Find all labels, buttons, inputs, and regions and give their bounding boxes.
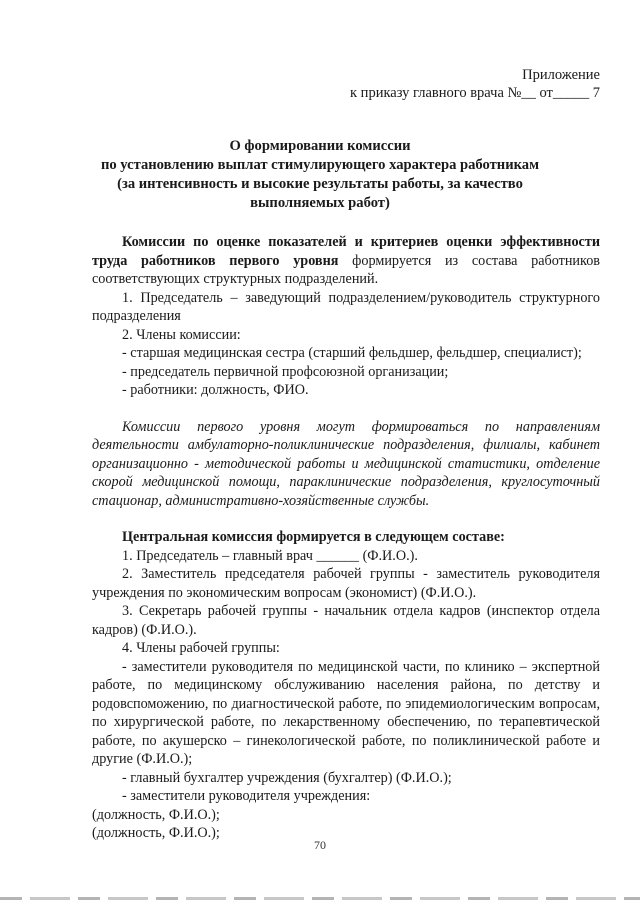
central-member-3: - заместители руководителя учреждения: [122, 788, 371, 804]
first-level-member-3: - работники: должность, ФИО. [122, 382, 309, 398]
scan-artifact-line [0, 897, 640, 900]
central-item-2: 2. Заместитель председателя рабочей группы - заместитель руководителя учреждения по экономическим вопросам (экономист) (Ф.И.О.). [92, 566, 600, 601]
central-item-4: 4. Члены рабочей группы: [122, 640, 280, 656]
first-level-item-2: 2. Члены комиссии: [122, 326, 241, 343]
title-line-4: выполняемых работ) [250, 195, 390, 211]
document-body [92, 233, 600, 843]
first-level-commission-intro [92, 233, 600, 289]
first-level-member-2: - председатель первичной профсоюзной организации; [122, 363, 449, 380]
title-line-3: (за интенсивность и высокие результаты работы, за качество [117, 176, 523, 192]
first-level-member-1: - старшая медицинская сестра (старший фельдшер, фельдшер, специалист); [122, 345, 582, 361]
first-level-item-1: 1. Председатель – заведующий подразделением/руководитель структурного подразделения [92, 289, 600, 324]
intro-rest-text: формируется из состава работников соответствующих структурных подразделений. [92, 252, 600, 287]
central-commission-heading: Центральная комиссия формируется в следующем составе: [122, 529, 505, 545]
position-placeholder-2: (должность, Ф.И.О.); [92, 825, 220, 841]
annex-order-reference: к приказу главного врача №__ от_____ 7 [350, 85, 600, 101]
central-member-2: - главный бухгалтер учреждения (бухгалтер) (Ф.И.О.); [122, 769, 452, 786]
document-title [92, 137, 548, 213]
page-number: 70 [314, 838, 326, 852]
title-line-1: О формировании комиссии [229, 138, 411, 154]
annex-header [350, 66, 600, 102]
central-member-1: - заместители руководителя по медицинской части, по клинико – экспертной работе, по медицинскому обслуживанию населения района, по детству и родовспоможению, по диагностической работе, по эпидемиологическим вопросам, по хирургической работе, по лекарственному обеспечению, по терапевтической работе, по акушерско – гинекологической работе, по поликлинической работе и другие (Ф.И.О.); [92, 658, 600, 767]
central-item-3: 3. Секретарь рабочей группы - начальник отдела кадров (инспектор отдела кадров) (Ф.И.О.). [92, 603, 600, 638]
central-item-1: 1. Председатель – главный врач ______ (Ф.И.О.). [122, 547, 418, 564]
annex-title: Приложение [522, 67, 600, 83]
position-placeholder-1: (должность, Ф.И.О.); [92, 806, 220, 823]
intro-bold-text: Комиссии по оценке показателей и критериев оценки эффективности труда работников первого уровня [92, 234, 600, 269]
title-line-2: по установлению выплат стимулирующего характера работникам [100, 157, 540, 173]
first-level-note: Комиссии первого уровня могут формироваться по направлениям деятельности амбулаторно-поликлинические подразделения, филиалы, кабинет организационно - методической работы и медицинской статистики, отделение скорой медицинской помощи, параклинические подразделения, круглосуточный стационар, административно-хозяйственные службы. [92, 418, 600, 509]
